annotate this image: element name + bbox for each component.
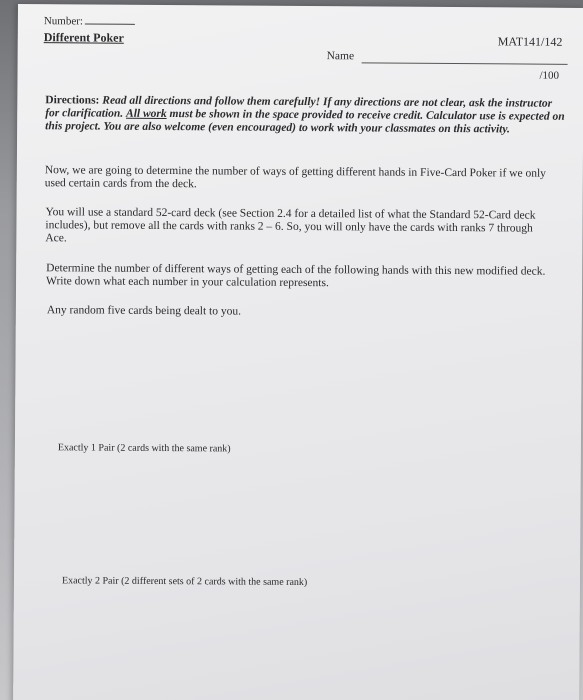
directions-lead: Directions: <box>45 94 100 107</box>
course-code: MAT141/142 <box>497 34 563 49</box>
worksheet-title: Different Poker <box>43 30 124 45</box>
instructions-paragraph: Determine the number of different ways of getting each of the following hands with this new modified deck. Write down what each number in your calculation represents. <box>46 262 546 290</box>
deck-paragraph: You will use a standard 52-card deck (see Section 2.4 for a detailed list of what the Standard 52-Card deck includes), but remove all the cards with ranks 2 – 6. So, you will only have the cards with ranks 7 through Ace. <box>45 206 536 245</box>
question-one-pair: Exactly 1 Pair (2 cards with the same rank) <box>57 442 231 455</box>
number-blank-line <box>85 23 135 24</box>
points-total: /100 <box>539 69 560 82</box>
worksheet-page <box>13 4 583 700</box>
name-label: Name <box>326 50 355 63</box>
directions-text-underlined: All work <box>126 107 167 121</box>
question-two-pair: Exactly 2 Pair (2 different sets of 2 cards with the same rank) <box>61 575 308 589</box>
number-label: Number: <box>43 15 84 28</box>
name-blank-line <box>362 62 568 64</box>
directions-text-1: Read all directions and follow them carefully! If any directions are not clear, ask the instructor for clarification. <box>45 94 553 120</box>
directions-text-2: must be shown in the space provided to receive credit. Calculator use is expected on this project. You are also welcome (even encouraged) to work with your classmates on this activity. <box>45 108 565 136</box>
question-random-hand: Any random five cards being dealt to you. <box>46 304 242 318</box>
directions-paragraph <box>45 94 565 137</box>
intro-paragraph: Now, we are going to determine the number of ways of getting different hands in Five-Card Poker if we only used certain cards from the deck. <box>44 164 546 191</box>
number-field <box>44 15 135 28</box>
